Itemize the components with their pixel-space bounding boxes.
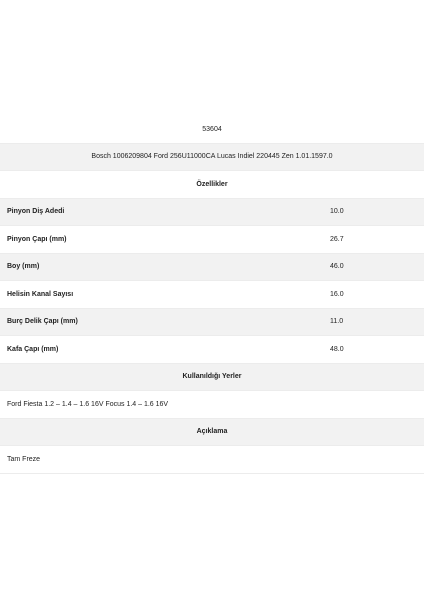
description-heading: Açıklama bbox=[196, 428, 228, 436]
usage-heading: Kullanıldığı Yerler bbox=[182, 373, 242, 381]
spec-row bbox=[0, 309, 424, 337]
spec-value: 11.0 bbox=[330, 318, 344, 326]
product-spec-table bbox=[0, 116, 424, 474]
spec-label: Helisin Kanal Sayısı bbox=[7, 290, 74, 298]
product-code: 53604 bbox=[202, 125, 222, 133]
spec-row bbox=[0, 254, 424, 282]
spec-label: Pinyon Diş Adedi bbox=[7, 208, 65, 216]
spec-label: Burç Delik Çapı (mm) bbox=[7, 318, 78, 326]
usage-row bbox=[0, 391, 424, 419]
spec-value: 10.0 bbox=[330, 208, 344, 216]
spec-row bbox=[0, 281, 424, 309]
spec-row bbox=[0, 336, 424, 364]
description-heading-row bbox=[0, 419, 424, 447]
usage-heading-row bbox=[0, 364, 424, 392]
cross-reference-text: Bosch 1006209804 Ford 256U11000CA Lucas Indiel 220445 Zen 1.01.1597.0 bbox=[91, 153, 333, 161]
product-code-row bbox=[0, 116, 424, 144]
spec-value: 48.0 bbox=[330, 345, 344, 353]
spec-value: 26.7 bbox=[330, 235, 344, 243]
description-text: Tam Freze bbox=[7, 455, 41, 463]
usage-text: Ford Fiesta 1.2 – 1.4 – 1.6 16V Focus 1.4 – 1.6 16V bbox=[7, 400, 169, 408]
spec-value: 46.0 bbox=[330, 263, 344, 271]
spec-label: Kafa Çapı (mm) bbox=[7, 345, 59, 353]
spec-row bbox=[0, 226, 424, 254]
spec-label: Boy (mm) bbox=[7, 263, 40, 271]
features-heading-row bbox=[0, 171, 424, 199]
cross-reference-row bbox=[0, 144, 424, 172]
spec-label: Pinyon Çapı (mm) bbox=[7, 235, 67, 243]
features-heading: Özellikler bbox=[196, 180, 228, 188]
description-row bbox=[0, 446, 424, 474]
spec-row bbox=[0, 199, 424, 227]
spec-value: 16.0 bbox=[330, 290, 344, 298]
